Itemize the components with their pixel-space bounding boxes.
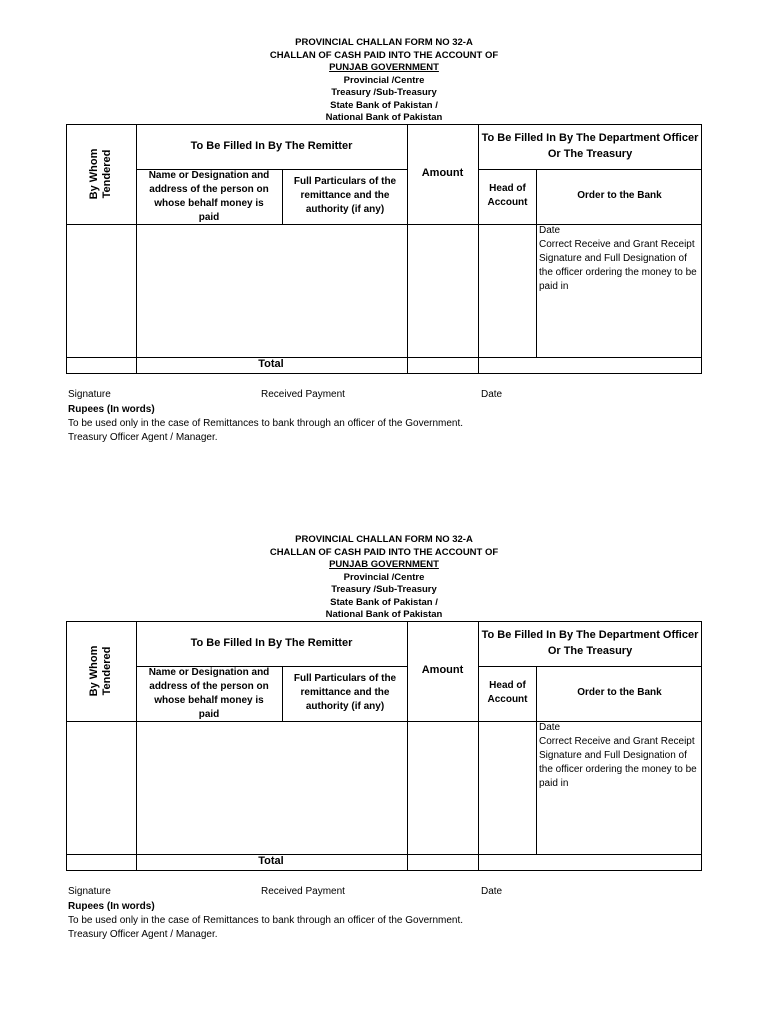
remitter-heading: To Be Filled In By The Remitter — [190, 140, 353, 152]
header-line-national-bank: National Bank of Pakistan — [325, 112, 443, 123]
table-border-bottom — [66, 870, 702, 871]
order-to-bank-text: Date Correct Receive and Grant Receipt Signature and Full Designation of the officer ordering the money to be paid in — [539, 722, 697, 789]
full-particulars-header: Full Particulars of the remittance and the authority (if any) — [293, 176, 397, 215]
challan-table — [66, 124, 702, 374]
table-col-divider — [282, 169, 283, 224]
government-name: PUNJAB GOVERNMENT — [329, 62, 439, 73]
remittance-note: To be used only in the case of Remittances to bank through an officer of the Government. — [68, 915, 464, 926]
amount-header: Amount — [421, 664, 464, 676]
form-subtitle: CHALLAN OF CASH PAID INTO THE ACCOUNT OF — [269, 49, 499, 61]
treasury-officer-label: Treasury Officer Agent / Manager. — [68, 929, 218, 940]
total-label: Total — [258, 358, 284, 370]
header-line-provincial: Provincial /Centre — [343, 571, 425, 583]
full-particulars-header: Full Particulars of the remittance and the authority (if any) — [293, 673, 397, 712]
table-divider-subheader — [478, 666, 702, 667]
remitter-heading: To Be Filled In By The Remitter — [190, 637, 353, 649]
header-line-state-bank: State Bank of Pakistan / — [330, 596, 438, 608]
department-heading: To Be Filled In By The Department Officer Or The Treasury — [481, 132, 699, 160]
header-line-treasury: Treasury /Sub-Treasury — [331, 584, 437, 595]
table-divider-subheader — [478, 169, 702, 170]
by-whom-tendered-header — [66, 124, 136, 224]
treasury-officer-label: Treasury Officer Agent / Manager. — [68, 432, 218, 443]
total-label: Total — [258, 855, 284, 867]
challan-form-1 — [0, 0, 768, 443]
signature-label: Signature — [68, 886, 111, 897]
government-name: PUNJAB GOVERNMENT — [329, 559, 439, 570]
order-to-bank-text: Date Correct Receive and Grant Receipt Signature and Full Designation of the officer ordering the money to be paid in — [539, 225, 697, 292]
by-whom-tendered-label: By Whom Tendered — [88, 148, 113, 200]
remittance-note: To be used only in the case of Remittances to bank through an officer of the Government. — [68, 418, 464, 429]
rupees-in-words-label: Rupees (In words) — [68, 404, 155, 415]
table-border-top — [66, 621, 702, 622]
by-whom-tendered-label: By Whom Tendered — [88, 645, 113, 697]
received-payment-label: Received Payment — [261, 389, 345, 400]
table-col-divider — [407, 621, 408, 871]
order-to-bank-header: Order to the Bank — [577, 687, 662, 698]
head-of-account-header: Head of Account — [487, 680, 528, 705]
name-designation-header: Name or Designation and address of the person on whose behalf money is paid — [148, 667, 270, 720]
rupees-in-words-label: Rupees (In words) — [68, 901, 155, 912]
signature-label: Signature — [68, 389, 111, 400]
header-line-treasury: Treasury /Sub-Treasury — [331, 87, 437, 98]
department-heading: To Be Filled In By The Department Officer Or The Treasury — [481, 629, 699, 657]
challan-form-2 — [0, 497, 768, 940]
table-col-divider — [282, 666, 283, 721]
name-designation-header: Name or Designation and address of the person on whose behalf money is paid — [148, 170, 270, 223]
header-line-state-bank: State Bank of Pakistan / — [330, 99, 438, 111]
challan-table — [66, 621, 702, 871]
form-title: PROVINCIAL CHALLAN FORM NO 32-A — [295, 534, 473, 545]
header-line-national-bank: National Bank of Pakistan — [325, 609, 443, 620]
form-title: PROVINCIAL CHALLAN FORM NO 32-A — [295, 37, 473, 48]
table-border-top — [66, 124, 702, 125]
received-payment-label: Received Payment — [261, 886, 345, 897]
date-label: Date — [481, 389, 503, 400]
table-border-bottom — [66, 373, 702, 374]
by-whom-tendered-header — [66, 621, 136, 721]
head-of-account-header: Head of Account — [487, 183, 528, 208]
header-line-provincial: Provincial /Centre — [343, 74, 425, 86]
form-subtitle: CHALLAN OF CASH PAID INTO THE ACCOUNT OF — [269, 546, 499, 558]
date-label: Date — [481, 886, 503, 897]
order-to-bank-header: Order to the Bank — [577, 190, 662, 201]
amount-header: Amount — [421, 167, 464, 179]
table-col-divider — [136, 124, 137, 374]
table-col-divider — [136, 621, 137, 871]
table-col-divider — [407, 124, 408, 374]
